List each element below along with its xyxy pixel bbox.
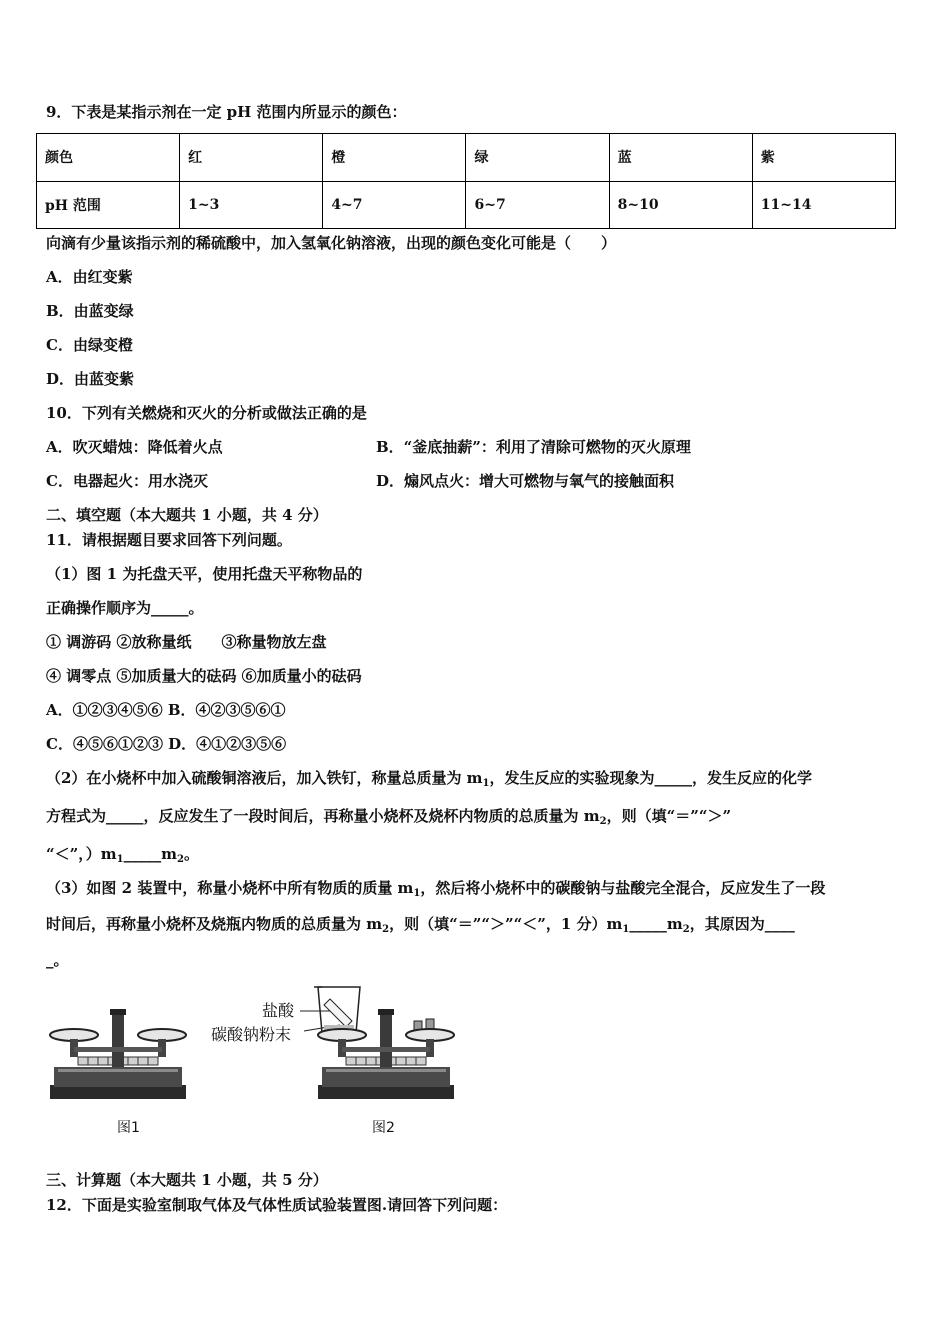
q11-part3-line2: 时间后，再称量小烧杯及烧瓶内物质的总质量为 $m_2$，则（填“＝”“＞”“＜”，1 分）$m_1\_\_\_\_\_m_2$，其原因为____ bbox=[46, 915, 795, 935]
q10-option-c: C．电器起火：用水浇灭 bbox=[46, 472, 208, 490]
table-cell: 紫 bbox=[752, 134, 895, 182]
q11-steps-line1: ① 调游码 ②放称量纸 ③称量物放左盘 bbox=[46, 633, 327, 651]
q10-option-d: D．煽风点火：增大可燃物与氧气的接触面积 bbox=[376, 472, 675, 490]
q10-option-a: A．吹灭蜡烛：降低着火点 bbox=[46, 438, 223, 456]
q11-options-ab: A．①②③④⑤⑥ B．④②③⑤⑥① bbox=[46, 701, 286, 719]
q12-stem: 12．下面是实验室制取气体及气体性质试验装置图.请回答下列问题： bbox=[46, 1196, 508, 1214]
q11-part1-line1: （1）图 1 为托盘天平，使用托盘天平称物品的 bbox=[46, 565, 363, 583]
table-cell: 8~10 bbox=[609, 181, 752, 229]
q10-stem: 10．下列有关燃烧和灭火的分析或做法正确的是 bbox=[46, 404, 367, 422]
q11-part2-line3: “＜”，）$m_1\_\_\_\_\_m_2$。 bbox=[46, 845, 199, 865]
q11-part2-line2: 方程式为_____，反应发生了一段时间后，再称量小烧杯及烧杯内物质的总质量为 $m_2$，则（填“＝”“＞” bbox=[46, 807, 732, 827]
q9-stem: 9．下表是某指示剂在一定 pH 范围内所显示的颜色： bbox=[46, 103, 407, 121]
indicator-table bbox=[36, 133, 896, 229]
q11-steps-line2: ④ 调零点 ⑤加质量大的砝码 ⑥加质量小的砝码 bbox=[46, 667, 362, 685]
q11-part1-line2: 正确操作顺序为_____。 bbox=[46, 599, 204, 617]
table-cell: pH 范围 bbox=[37, 181, 180, 229]
table-cell: 蓝 bbox=[609, 134, 752, 182]
section-heading: 二、填空题（本大题共 1 小题，共 4 分） bbox=[46, 506, 328, 524]
q11-part2-line1: （2）在小烧杯中加入硫酸铜溶液后，加入铁钉，称量总质量为 $m_1$，发生反应的实验现象为_____，发生反应的化学 bbox=[46, 769, 813, 789]
table-cell: 11~14 bbox=[752, 181, 895, 229]
balance-figure-2 bbox=[296, 985, 466, 1105]
q11-options-cd: C．④⑤⑥①②③ D．④①②③⑤⑥ bbox=[46, 735, 287, 753]
label-sodium-carbonate-powder: 碳酸钠粉末 bbox=[211, 1025, 292, 1044]
q9-question: 向滴有少量该指示剂的稀硫酸中，加入氢氧化钠溶液，出现的颜色变化可能是（ ） bbox=[46, 234, 617, 252]
figure-2-caption: 图2 bbox=[372, 1120, 395, 1136]
table-cell: 橙 bbox=[323, 134, 466, 182]
figure-1-caption: 图1 bbox=[117, 1120, 140, 1136]
balance-figure-1 bbox=[48, 1005, 188, 1105]
q9-option-b: B．由蓝变绿 bbox=[46, 302, 134, 320]
table-cell: 1~3 bbox=[180, 181, 323, 229]
table-cell: 绿 bbox=[466, 134, 609, 182]
table-row bbox=[37, 134, 896, 182]
q9-option-c: C．由绿变橙 bbox=[46, 336, 133, 354]
section-heading: 三、计算题（本大题共 1 小题，共 5 分） bbox=[46, 1171, 328, 1189]
q11-stem: 11．请根据题目要求回答下列问题。 bbox=[46, 531, 292, 549]
q11-part3-line3: _。 bbox=[46, 951, 69, 969]
table-cell: 4~7 bbox=[323, 181, 466, 229]
q11-part3-line1: （3）如图 2 装置中，称量小烧杯中所有物质的质量 $m_1$，然后将小烧杯中的碳酸钠与盐酸完全混合，反应发生了一段 bbox=[46, 879, 826, 899]
q10-option-b: B．“釜底抽薪”：利用了清除可燃物的灭火原理 bbox=[376, 438, 691, 456]
q9-option-a: A．由红变紫 bbox=[46, 268, 133, 286]
table-cell: 红 bbox=[180, 134, 323, 182]
table-cell: 6~7 bbox=[466, 181, 609, 229]
label-hydrochloric-acid: 盐酸 bbox=[262, 1001, 295, 1020]
table-cell: 颜色 bbox=[37, 134, 180, 182]
table-row bbox=[37, 181, 896, 229]
q9-option-d: D．由蓝变紫 bbox=[46, 370, 135, 388]
